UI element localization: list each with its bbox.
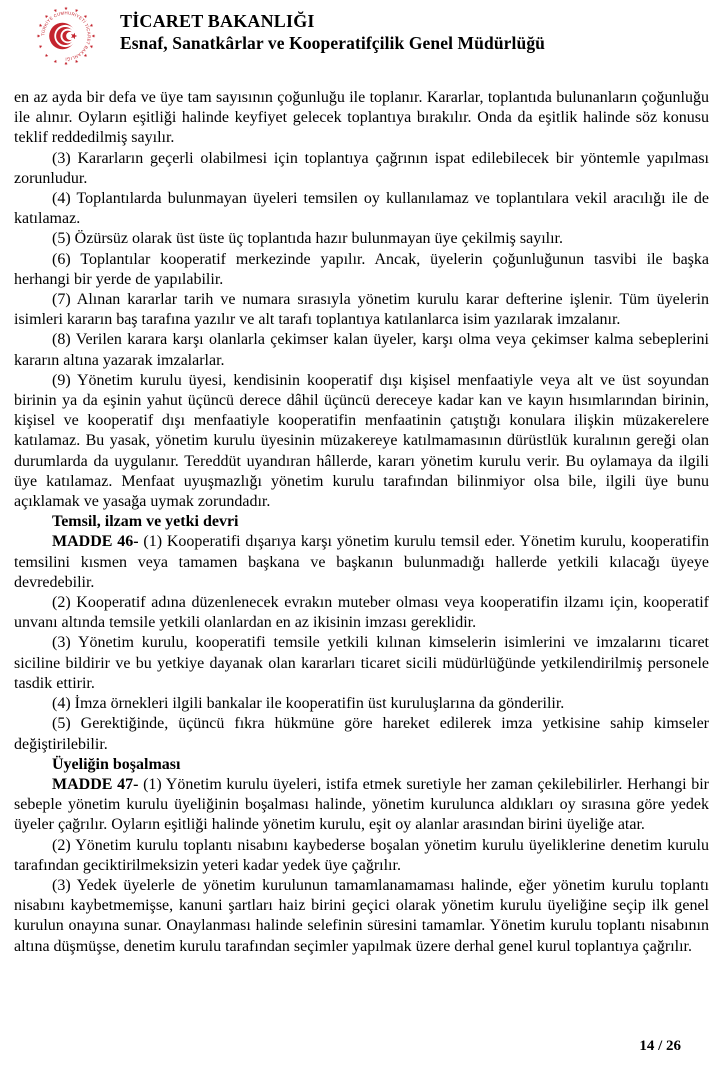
- header: [120, 10, 545, 54]
- madde-46-clause-3: (3) Yönetim kurulu, kooperatifi temsile yetkili kılınan kimselerin isimlerini ve imzalarını ticaret siciline bildirir ve bu yetkiye dayanak olan kararları ticaret sicili müdürlüğünde yetkilendirilmiş personele tasdik ettirir.: [14, 634, 709, 692]
- emblem-ring-text: TÜRKİYE CUMHURİYETİ TİCARET BAKANLIĞI: [40, 10, 92, 62]
- clause-3: (3) Kararların geçerli olabilmesi için toplantıya çağrının ispat edilebilecek bir yöntemle yapılması zorunludur.: [14, 149, 709, 187]
- section-heading-uyelik: Üyeliğin boşalması: [52, 755, 181, 773]
- madde-47-label: MADDE 47-: [52, 775, 139, 793]
- clause-4: (4) Toplantılarda bulunmayan üyeleri temsilen oy kullanılamaz ve toplantılara vekil aracılığı ile de katılamaz.: [14, 190, 709, 228]
- madde-46-label: MADDE 46-: [52, 533, 139, 551]
- clause-8: (8) Verilen karara karşı olanlarla çekimser kalan üyeler, karşı olma veya çekimser kalma sebeplerini kararın altına yazarak imzalarlar.: [14, 331, 709, 369]
- clause-5: (5) Özürsüz olarak üst üste üç toplantıda hazır bulunmayan üye çekilmiş sayılır.: [52, 230, 563, 248]
- paragraph-intro: en az ayda bir defa ve üye tam sayısının çoğunluğu ile toplanır. Kararlar, toplantıda bulunanların çoğunluğu ile alınır. Oyların eşitliği halinde keyfiyet gelecek toplantıya bırakılır. Onda da eşitlik halinde söz konusu teklif reddedilmiş sayılır.: [14, 89, 709, 147]
- ministry-of-trade-emblem-icon: [36, 6, 96, 66]
- page-number: 14 / 26: [639, 1038, 681, 1054]
- document-body: [14, 88, 709, 957]
- madde-46-clause-5: (5) Gerektiğinde, üçüncü fıkra hükmüne göre hareket edilerek imza yetkisine sahip kimseler değiştirilebilir.: [14, 715, 709, 753]
- ministry-title: TİCARET BAKANLIĞI: [120, 11, 315, 31]
- clause-6: (6) Toplantılar kooperatif merkezinde yapılır. Ancak, üyelerin çoğunluğunun tasvibi ile başka herhangi bir yerde de yapılabilir.: [14, 250, 709, 288]
- madde-46-clause-4: (4) İmza örnekleri ilgili bankalar ile kooperatifin üst kuruluşlarına da gönderilir.: [52, 695, 565, 713]
- clause-7: (7) Alınan kararlar tarih ve numara sırasıyla yönetim kurulu karar defterine işlenir. Tüm üyelerin isimleri kararın baş tarafına yazılır ve alt tarafı toplantıya katılanlarca isim yazılarak imzalanır.: [14, 291, 709, 329]
- madde-47-clause-3: (3) Yedek üyelerle de yönetim kurulunun tamamlanamaması halinde, eğer yönetim kurulu toplantı nisabını kaybetmemişse, kanuni şartları haiz birini geçici olarak yönetim kurulu üyeliğine seçip ilk genel kurulun onayına sunar. Onaylanması halinde selefinin süresini tamamlar. Yönetim kurulu toplantı nisabının altına düşmüşse, denetim kurulu tarafından seçimler yapılmak üzere derhal genel kurul toplantıya çağrılır.: [14, 876, 709, 955]
- directorate-subtitle: Esnaf, Sanatkârlar ve Kooperatifçilik Genel Müdürlüğü: [120, 33, 546, 53]
- madde-47-text: (1) Yönetim kurulu üyeleri, istifa etmek suretiyle her zaman çekilebilirler. Herhangi bir sebeple yönetim kurulu üyeliğinin boşalması halinde, yönetim kurulunca aldıkları oy sırasına göre yedek üyeler çağrılır. Oyların eşitliği halinde yönetim kurulu, eşit oy alanlar arasından birini üyeliğe atar.: [14, 775, 710, 834]
- madde-46-clause-2: (2) Kooperatif adına düzenlenecek evrakın muteber olması veya kooperatifin ilzamı için, kooperatif unvanı altında temsile yetkili olanlardan en az ikisinin imzası gereklidir.: [14, 594, 709, 632]
- clause-9: (9) Yönetim kurulu üyesi, kendisinin kooperatif dışı kişisel menfaatiyle veya alt ve üst soyundan birinin ya da eşinin yahut üçüncü derece dâhil üçüncü dereceye kadar kan ve kayın hısımlarından birinin, kişisel ve kooperatif dışı menfaatiyle kooperatifin menfaatinin çatıştığı konulara ilişkin müzakerelere katılamaz. Bu yasak, yönetim kurulu üyesinin müzakereye katılmamasının dürüstlük kuralının gereği olan durumlarda da uygulanır. Tereddüt uyandıran hâllerde, kararı yönetim kurulu verir. Bu oylamaya da ilgili üye katılamaz. Menfaat uyuşmazlığı yönetim kurulu tarafından bilinmiyor olsa bile, ilgili üye bunu açıklamak ve yasağa uymak zorundadır.: [14, 371, 709, 511]
- madde-46-paragraph: [14, 532, 709, 593]
- section-heading-temsil: Temsil, ilzam ve yetki devri: [52, 513, 239, 531]
- madde-46-text: (1) Kooperatifi dışarıya karşı yönetim kurulu temsil eder. Yönetim kurulu, kooperatifin temsilini kısmen veya tamamen başkana ve başkanın bulunmadığı hallerde yetkili kılacağı üyeye devredebilir.: [14, 533, 709, 591]
- madde-47-paragraph: [14, 775, 709, 836]
- madde-47-clause-2: (2) Yönetim kurulu toplantı nisabını kaybederse boşalan yönetim kurulu üyeliklerine denetim kurulu tarafından geciktirilmeksizin yeteri kadar yedek üye çağrılır.: [14, 836, 709, 874]
